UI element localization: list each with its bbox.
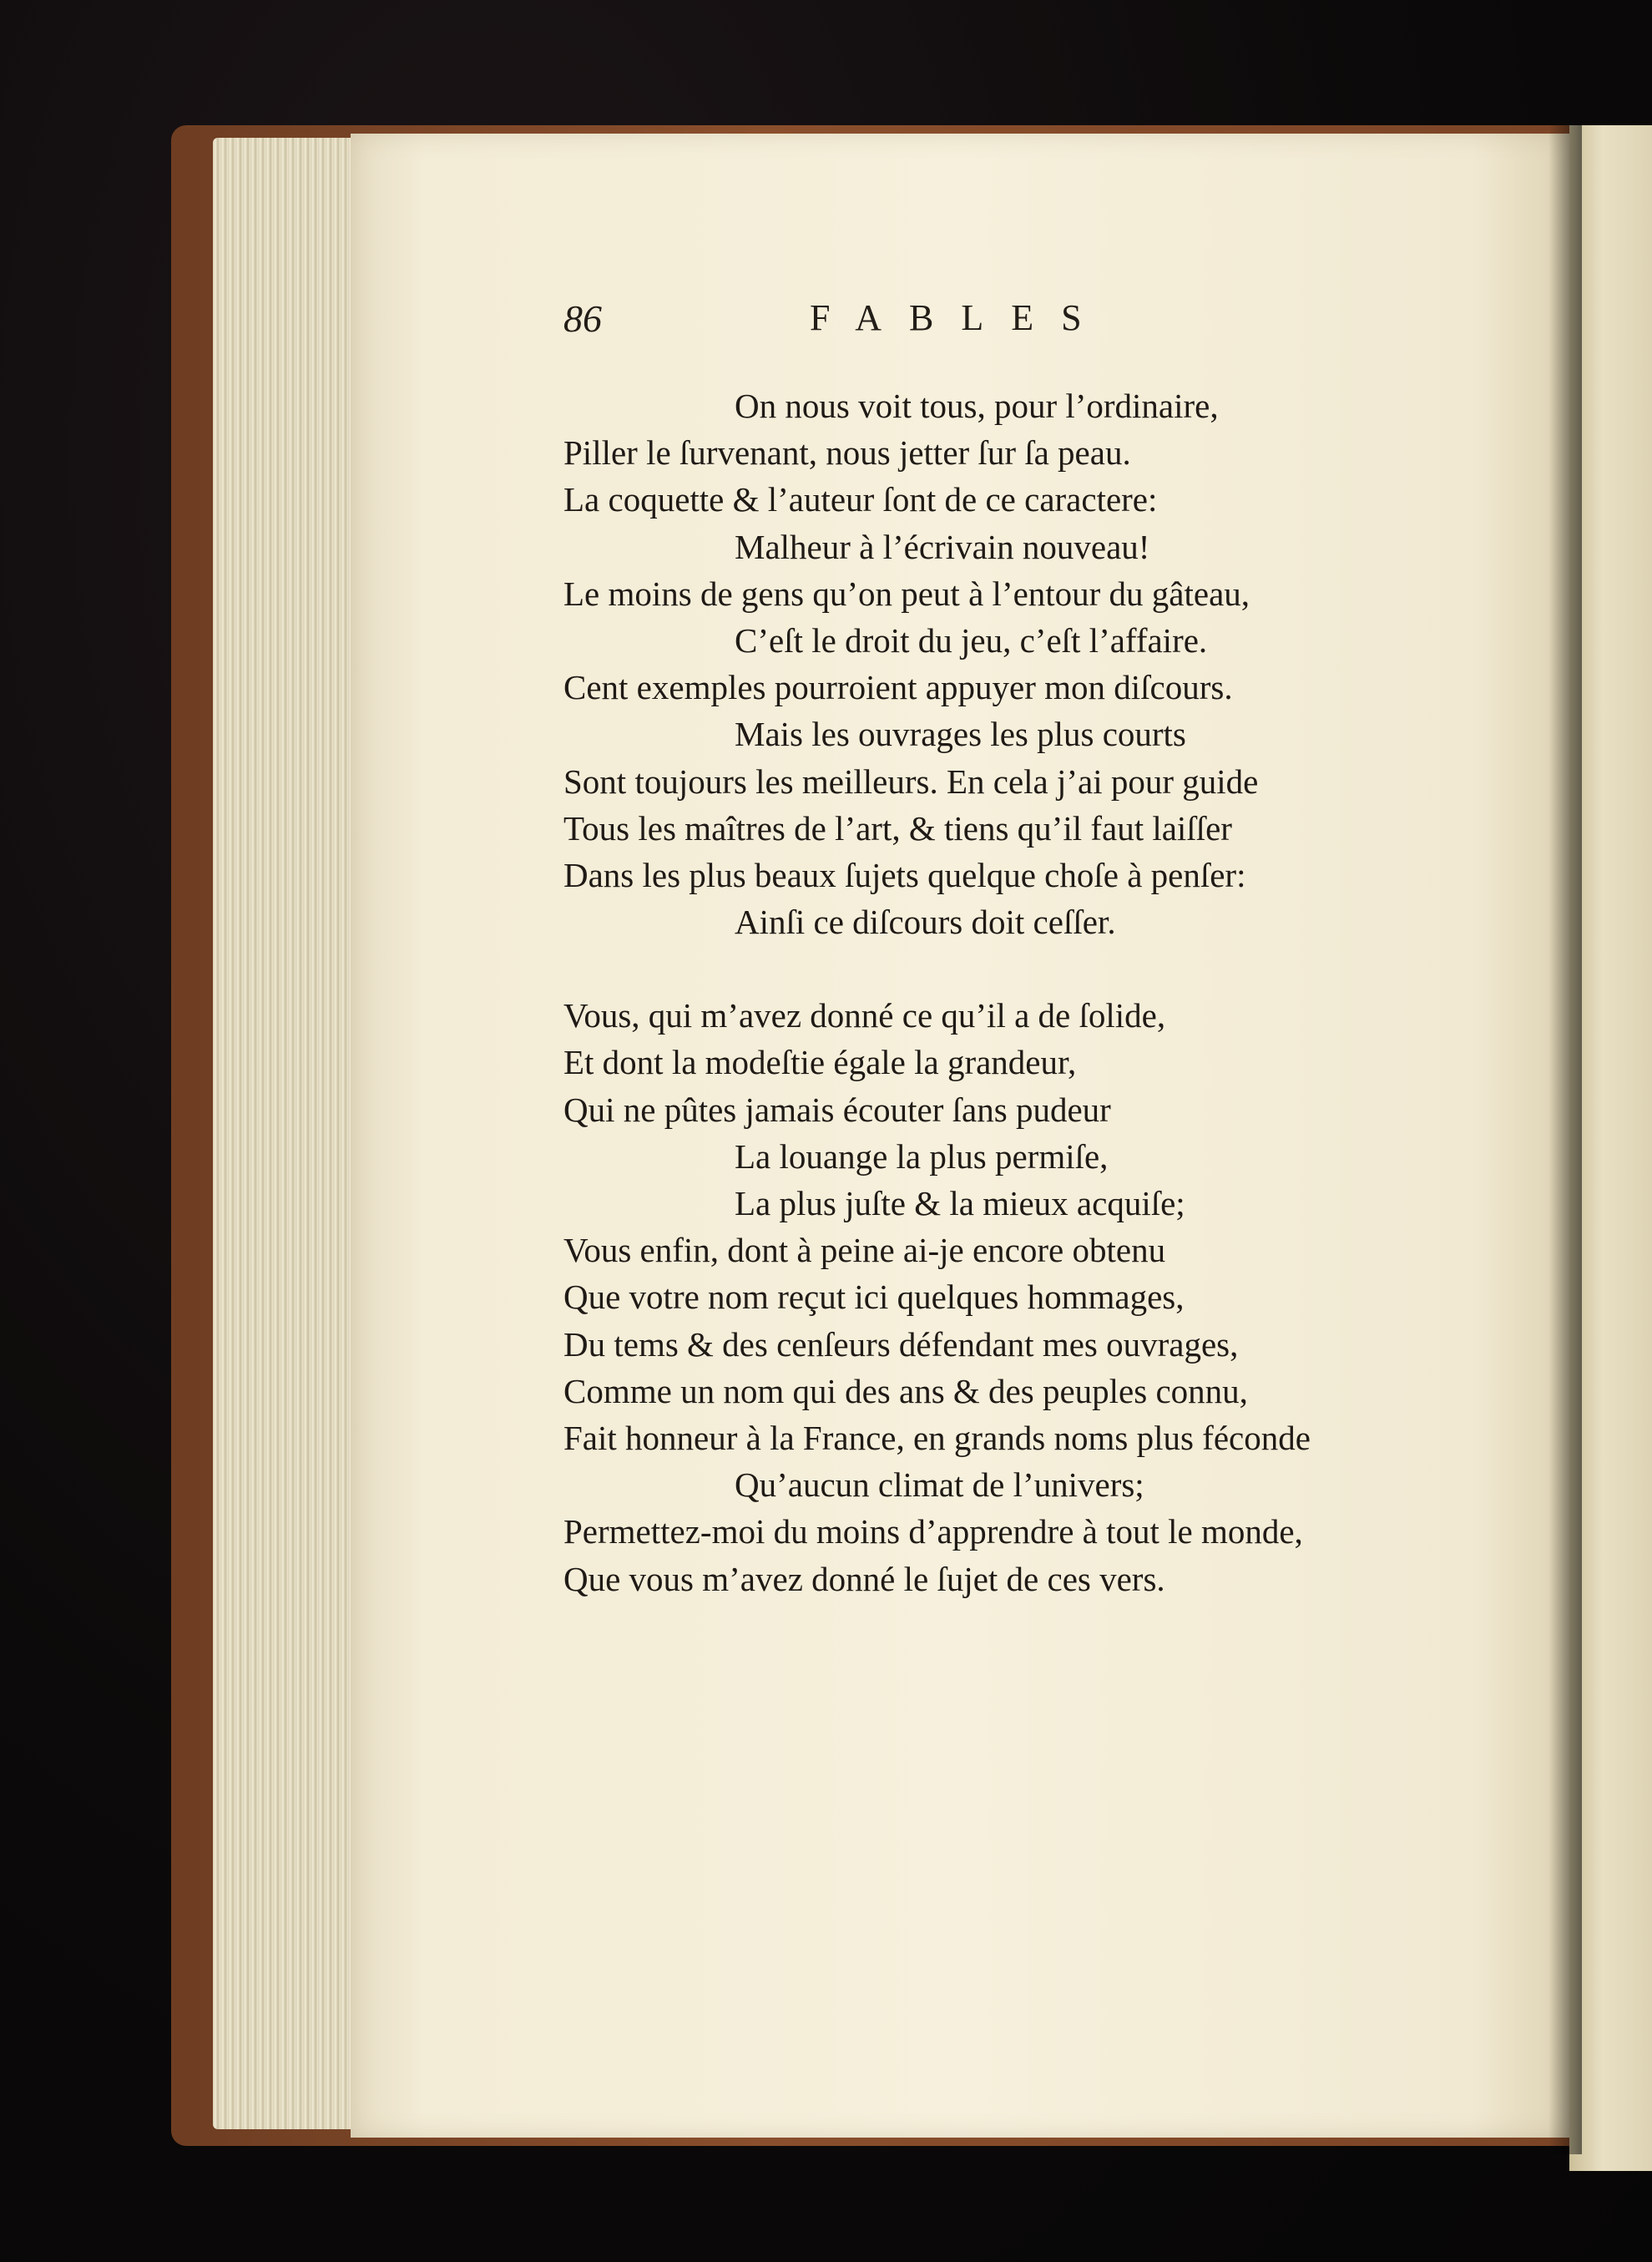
verse-text	[563, 382, 1432, 1602]
stanza	[563, 382, 1432, 945]
verse-line: Ainſi ce diſcours doit ceſſer.	[735, 903, 1116, 942]
verse-line: Le moins de gens qu’on peut à l’entour du gâteau,	[563, 574, 1250, 613]
verse-line: Malheur à l’écrivain nouveau!	[735, 527, 1150, 566]
verse-line: La louange la plus permiſe,	[735, 1136, 1109, 1176]
verse-line: Piller le ſurvenant, nous jetter ſur ſa peau.	[563, 433, 1131, 473]
page-number: 86	[563, 297, 602, 340]
page-edges	[213, 138, 355, 2129]
verse-line: Et dont la modeſtie égale la grandeur,	[563, 1043, 1077, 1082]
page-header	[563, 296, 1398, 355]
verse-line: Du tems & des cenſeurs défendant mes ouvrages,	[563, 1324, 1239, 1364]
verse-line: Cent exemples pourroient appuyer mon diſcours.	[563, 668, 1233, 707]
verse-line: On nous voit tous, pour l’ordinaire,	[735, 387, 1219, 425]
verse-line: Permettez-moi du moins d’apprendre à tout le monde,	[563, 1512, 1303, 1551]
verse-line: La plus juſte & la mieux acquiſe;	[735, 1184, 1185, 1222]
verse-line: Que votre nom reçut ici quelques hommages,	[563, 1278, 1185, 1317]
stanza-gap	[563, 945, 1432, 992]
verse-line: La coquette & l’auteur ſont de ce caractere:	[563, 480, 1158, 519]
verse-line: Comme un nom qui des ans & des peuples connu,	[563, 1371, 1248, 1410]
stanza	[563, 992, 1432, 1602]
gutter-shadow	[1548, 125, 1582, 2154]
verse-line: Qu’aucun climat de l’univers;	[735, 1465, 1144, 1505]
verse-line: Dans les plus beaux ſujets quelque choſe à penſer:	[563, 855, 1246, 894]
verse-line: C’eſt le droit du jeu, c’eſt l’affaire.	[735, 620, 1208, 660]
running-title: FABLES	[810, 297, 1109, 338]
verse-line: Que vous m’avez donné le ſujet de ces vers.	[563, 1559, 1165, 1598]
verse-line: Vous enfin, dont à peine ai-je encore obtenu	[563, 1231, 1166, 1270]
verse-line: Tous les maîtres de l’art, & tiens qu’il faut laiſſer	[563, 808, 1232, 848]
verse-line: Mais les ouvrages les plus courts	[735, 715, 1186, 754]
verse-line: Sont toujours les meilleurs. En cela j’ai pour guide	[563, 762, 1259, 801]
verse-line: Vous, qui m’avez donné ce qu’il a de ſolide,	[563, 996, 1166, 1035]
verse-line: Fait honneur à la France, en grands noms plus féconde	[563, 1418, 1311, 1457]
verse-line: Qui ne pûtes jamais écouter ſans pudeur	[563, 1090, 1111, 1129]
